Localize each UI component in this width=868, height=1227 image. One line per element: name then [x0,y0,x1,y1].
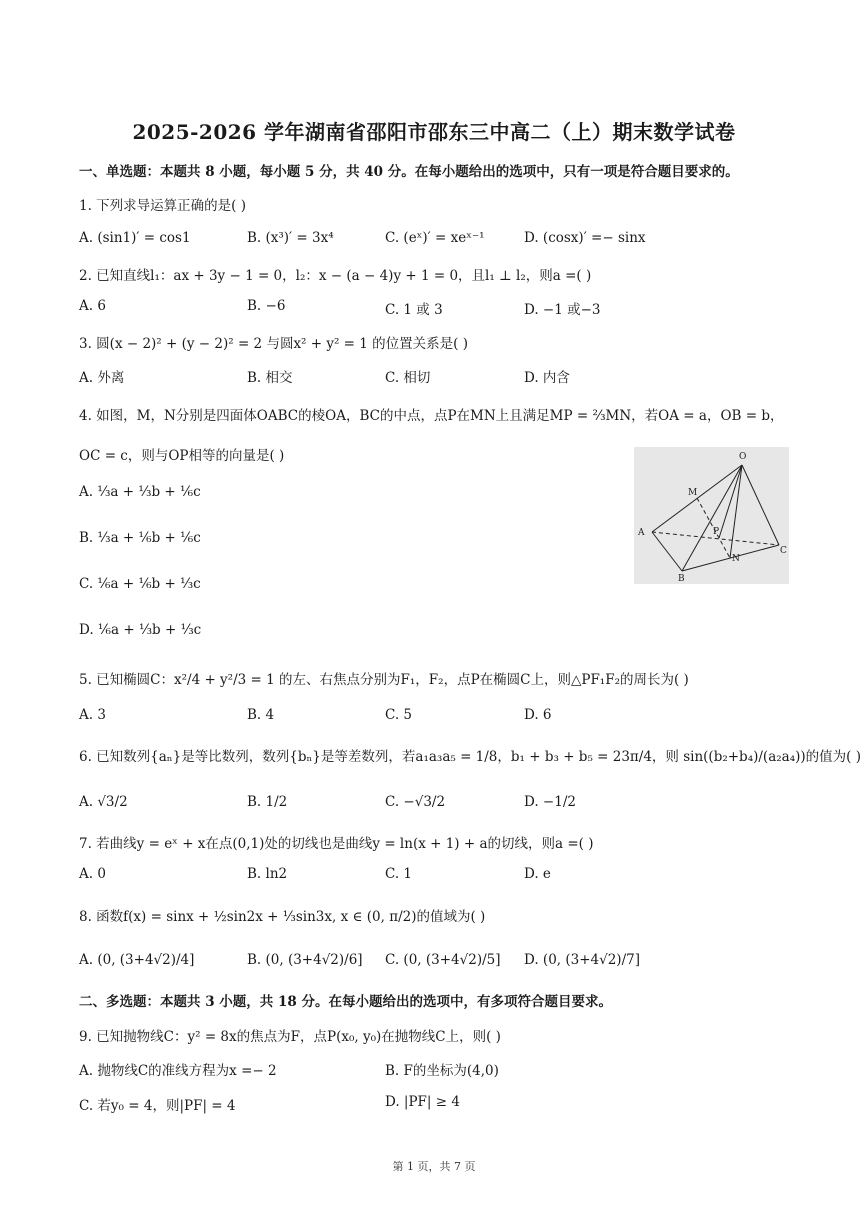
q2-option-b: B. −6 [247,298,286,314]
question-8-stem: 8. 函数f(x) = sinx + ½sin2x + ⅓sin3x, x ∈ (0, π/2)的值域为( ) [79,909,486,925]
q7-option-b: B. ln2 [247,866,288,882]
q6-option-b: B. 1/2 [247,794,288,810]
q1-option-a: A. (sin1)′ = cos1 [79,230,191,246]
question-1-stem: 1. 下列求导运算正确的是( ) [79,198,246,214]
label-O: O [739,452,747,462]
question-2-stem: 2. 已知直线l₁：ax + 3y − 1 = 0，l₂：x − (a − 4)y + 1 = 0，且l₁ ⊥ l₂，则a =( ) [79,268,592,284]
q7-option-c: C. 1 [385,866,413,882]
segment-OP [719,465,742,538]
q3-option-d: D. 内含 [524,370,570,386]
label-P: P [713,527,720,537]
q2-option-d: D. −1 或−3 [524,302,601,318]
q3-option-a: A. 外离 [79,370,125,386]
q4-option-b: B. ⅓a + ⅙b + ⅙c [79,530,201,546]
q7-option-d: D. e [524,866,551,882]
tetrahedron-diagram [634,447,789,584]
section-heading-single-choice: 一、单选题：本题共 8 小题，每小题 5 分，共 40 分。在每小题给出的选项中，只有一项是符合题目要求的。 [79,164,739,180]
section-heading-multi-choice: 二、多选题：本题共 3 小题，共 18 分。在每小题给出的选项中，有多项符合题目要求。 [79,994,612,1010]
q1-option-b: B. (x³)′ = 3x⁴ [247,230,334,246]
segment-ON [730,465,742,558]
tetrahedron-figure [634,447,789,584]
q8-option-a: A. (0, (3+4√2)/4] [79,952,195,968]
label-C: C [780,546,787,556]
question-7-stem: 7. 若曲线y = eˣ + x在点(0,1)处的切线也是曲线y = ln(x + 1) + a的切线，则a =( ) [79,836,594,852]
question-3-stem: 3. 圆(x − 2)² + (y − 2)² = 2 与圆x² + y² = 1 的位置关系是( ) [79,336,468,352]
label-M: M [688,488,698,498]
label-N: N [732,554,740,564]
question-6-stem: 6. 已知数列{aₙ}是等比数列，数列{bₙ}是等差数列，若a₁a₃a₅ = 1/8，b₁ + b₃ + b₅ = 23π/4，则 sin((b₂+b₄)/(a₂a₄))的值为( ) [79,749,861,765]
q9-option-a: A. 抛物线C的准线方程为x =− 2 [79,1063,277,1079]
edge-AB [652,532,682,571]
question-9-stem: 9. 已知抛物线C：y² = 8x的焦点为F，点P(x₀, y₀)在抛物线C上，则( ) [79,1029,501,1045]
q2-option-c: C. 1 或 3 [385,302,443,318]
q8-option-c: C. (0, (3+4√2)/5] [385,952,501,968]
q9-option-c: C. 若y₀ = 4，则|PF| = 4 [79,1098,236,1114]
q6-option-d: D. −1/2 [524,794,576,810]
question-5-stem: 5. 已知椭圆C：x²/4 + y²/3 = 1 的左、右焦点分别为F₁，F₂，点P在椭圆C上，则△PF₁F₂的周长为( ) [79,672,689,688]
page-footer: 第 1 页，共 7 页 [392,1160,476,1173]
q7-option-a: A. 0 [79,866,106,882]
q6-option-c: C. −√3/2 [385,794,446,810]
page-title: 2025-2026 学年湖南省邵阳市邵东三中高二（上）期末数学试卷 [132,120,736,144]
q5-option-b: B. 4 [247,707,275,723]
label-B: B [678,574,685,584]
q9-option-b: B. F的坐标为(4,0) [385,1063,499,1079]
q3-option-c: C. 相切 [385,370,431,386]
q6-option-a: A. √3/2 [79,794,128,810]
question-4-stem-line-1: 4. 如图，M，N分别是四面体OABC的棱OA，BC的中点，点P在MN上且满足MP = ⅔MN，若OA = a，OB = b， [79,408,784,424]
q1-option-c: C. (eˣ)′ = xeˣ⁻¹ [385,230,485,246]
q8-option-d: D. (0, (3+4√2)/7] [524,952,640,968]
q8-option-b: B. (0, (3+4√2)/6] [247,952,363,968]
q4-option-a: A. ⅓a + ⅓b + ⅙c [79,484,201,500]
q1-option-d: D. (cosx)′ =− sinx [524,230,646,246]
q5-option-c: C. 5 [385,707,413,723]
q5-option-d: D. 6 [524,707,552,723]
edge-OC [742,465,779,545]
label-A: A [638,528,645,538]
q4-option-c: C. ⅙a + ⅙b + ⅓c [79,576,201,592]
q5-option-a: A. 3 [79,707,106,723]
q3-option-b: B. 相交 [247,370,293,386]
q2-option-a: A. 6 [79,298,106,314]
q4-option-d: D. ⅙a + ⅓b + ⅓c [79,622,202,638]
q9-option-d: D. |PF| ≥ 4 [385,1094,460,1110]
question-4-stem-line-2: OC = c，则与OP相等的向量是( ) [79,448,285,464]
